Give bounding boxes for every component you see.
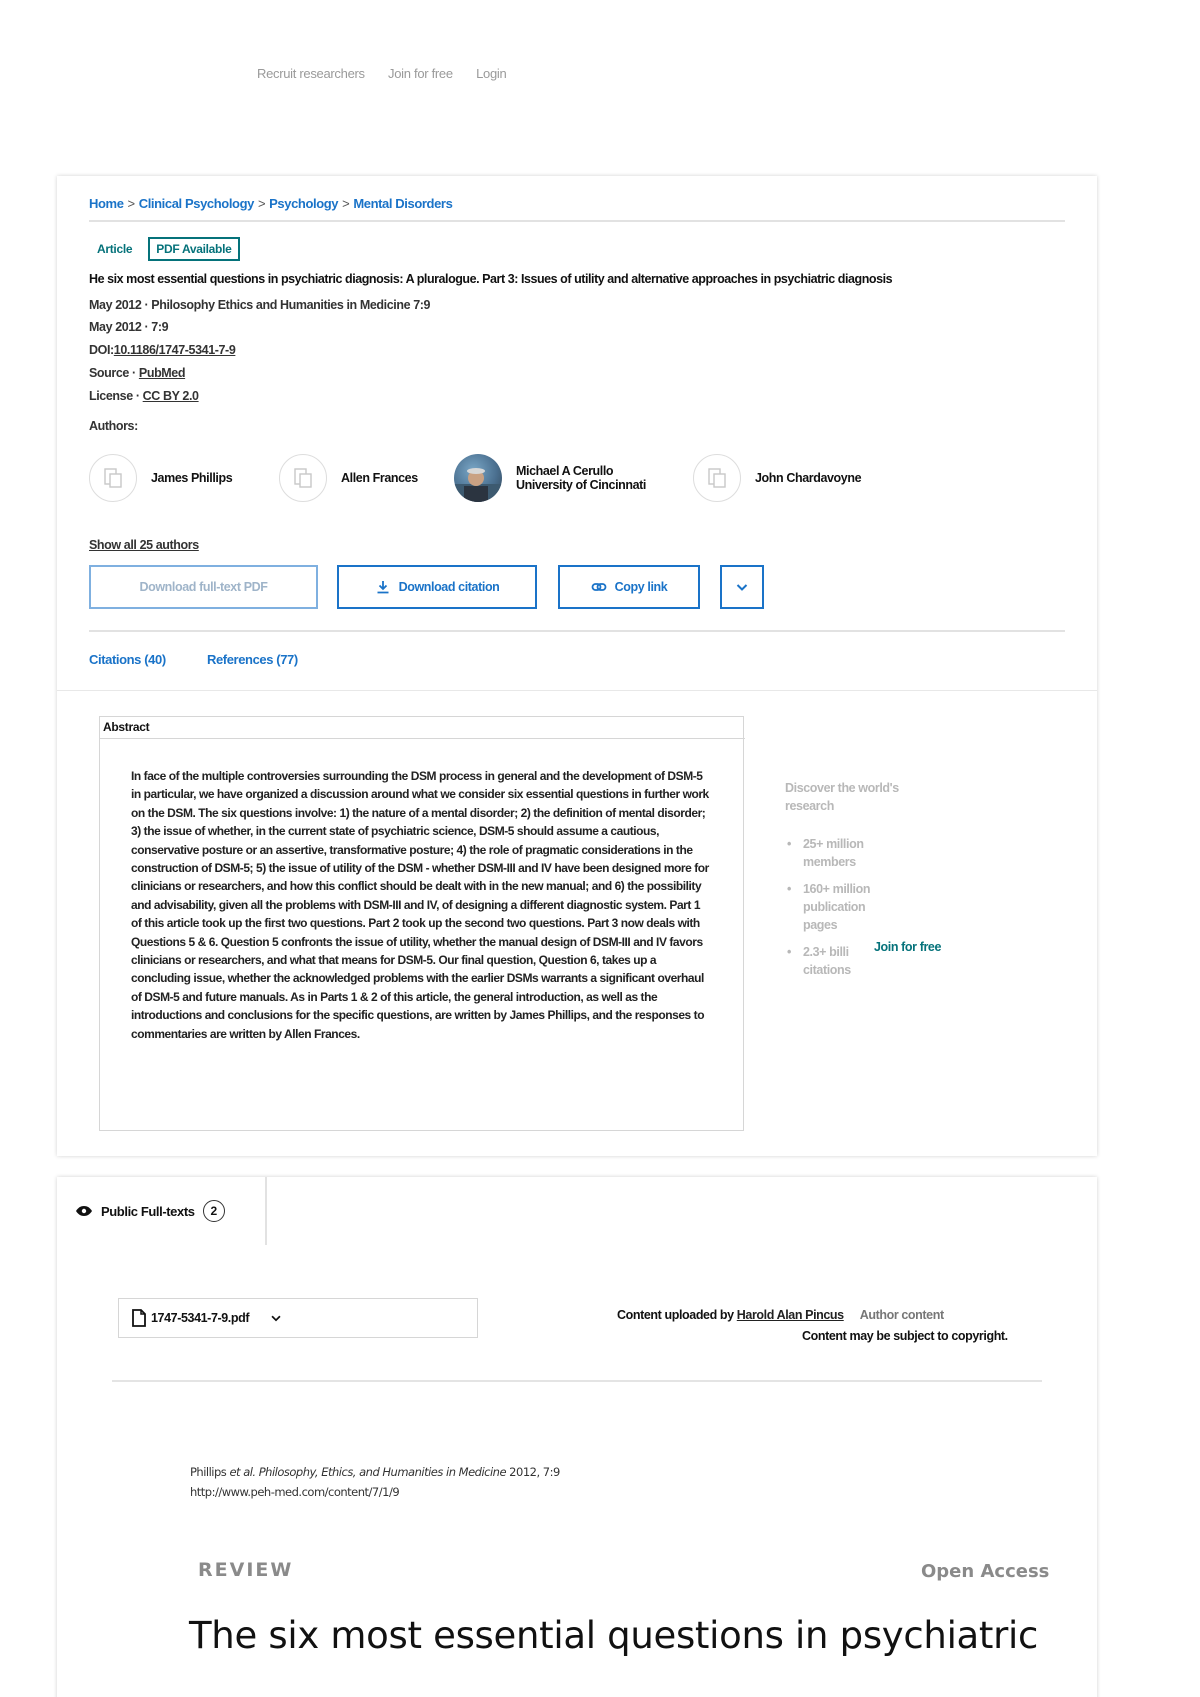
breadcrumb-home[interactable]: Home — [89, 196, 124, 211]
stat-members: • 25+ million members — [785, 835, 895, 871]
stat-citations: • 2.3+ billi citations — [785, 943, 895, 979]
chevron-right-icon: > — [127, 196, 135, 211]
authors-list — [89, 454, 1065, 510]
abstract-panel — [99, 716, 744, 1131]
author-name[interactable]: John Chardavoyne — [755, 471, 862, 485]
pdf-title: The six most essential questions in psychiatric — [189, 1614, 1039, 1657]
full-text-card — [57, 1177, 1097, 1697]
tabs-divider — [57, 690, 1097, 691]
discover-heading: Discover the world's research — [785, 781, 899, 813]
join-for-free-link[interactable]: Join for free — [388, 66, 453, 81]
author-photo — [454, 454, 502, 502]
avatar — [279, 454, 327, 502]
pdf-citation-header — [190, 1462, 560, 1502]
source-line — [89, 366, 185, 380]
publication-journal-line: May 2012 · Philosophy Ethics and Humanities in Medicine 7:9 — [89, 298, 431, 312]
file-name: 1747-5341-7-9.pdf — [151, 1311, 250, 1325]
license-line — [89, 389, 199, 403]
author-name[interactable]: Michael A Cerullo — [516, 464, 614, 478]
full-texts-label: Public Full-texts — [101, 1203, 195, 1219]
license-link[interactable]: CC BY 2.0 — [142, 389, 199, 403]
download-citation-button[interactable] — [337, 565, 537, 609]
cite-etal: et al. — [229, 1465, 256, 1479]
author-item[interactable] — [454, 454, 646, 502]
breadcrumb — [89, 196, 452, 211]
stat-publications: • 160+ million publication pages — [785, 880, 895, 934]
author-name[interactable]: James Phillips — [151, 471, 233, 485]
tab-public-full-texts[interactable] — [57, 1177, 267, 1245]
publication-card — [57, 176, 1097, 1156]
pdf-url: http://www.peh-med.com/content/7/1/9 — [190, 1485, 400, 1499]
author-institution: University of Cincinnati — [516, 478, 647, 492]
login-link[interactable]: Login — [476, 66, 507, 81]
recruit-researchers-link[interactable]: Recruit researchers — [257, 66, 365, 81]
tab-references[interactable]: References (77) — [206, 652, 298, 667]
discover-research-promo — [785, 779, 985, 988]
file-icon — [131, 1309, 147, 1327]
author-details — [516, 464, 646, 492]
chevron-right-icon: > — [257, 196, 266, 211]
discover-stats — [785, 835, 985, 979]
breadcrumb-divider — [89, 220, 1065, 222]
top-nav — [257, 66, 526, 81]
actions-divider — [89, 630, 1065, 632]
authors-label: Authors: — [89, 419, 138, 433]
review-label: REVIEW — [198, 1559, 294, 1581]
abstract-heading: Abstract — [100, 717, 745, 739]
eye-icon — [75, 1205, 93, 1217]
uploader-link[interactable]: Harold Alan Pincus — [736, 1308, 844, 1322]
preview-divider — [112, 1380, 1042, 1382]
breadcrumb-clinical-psychology[interactable]: Clinical Psychology — [138, 196, 254, 211]
file-select[interactable] — [118, 1298, 478, 1338]
uploaded-by-line — [617, 1308, 944, 1322]
person-placeholder-icon — [705, 466, 729, 490]
avatar — [454, 454, 502, 502]
doi-line — [89, 343, 235, 357]
publication-tabs — [89, 652, 336, 667]
uploaded-by-label: Content uploaded by — [617, 1308, 737, 1322]
full-texts-count: 2 — [203, 1200, 225, 1222]
download-pdf-button[interactable] — [89, 565, 318, 609]
tab-citations[interactable]: Citations (40) — [89, 652, 166, 667]
chevron-down-icon — [269, 1311, 283, 1325]
doi-label: DOI: — [89, 343, 114, 357]
more-actions-button[interactable] — [720, 565, 764, 609]
person-placeholder-icon — [101, 466, 125, 490]
author-item[interactable] — [279, 454, 418, 502]
author-item[interactable] — [89, 454, 232, 502]
chevron-right-icon: > — [342, 196, 350, 211]
abstract-text: In face of the multiple controversies surrounding the DSM process in general and the development of DSM-5 in particular, we have organized a discussion around what we consider six essential questions in further work on the DSM. The six questions involve: 1) the nature of a mental disorder; 2) the definition of mental disorder; 3) the issue of whether, in the current state of psychiatric science, DSM-5 should assume a cautious, conservative posture or an assertive, transformative posture; 4) the role of pragmatic considerations in the construction of DSM-5; 5) the issue of utility of the DSM - whether DSM-III and IV have been designed more for clinicians or researchers, and how this conflict should be dealt with in the new manual; and 6) the possibility and advisability, given all the problems with DSM-III and IV, of designing a different diagnostic system. Part 1 of this article took up the first two questions. Part 2 took up the second two questions. Part 3 now deals with Questions 5 & 6. Question 5 confronts the issue of utility, whether the manual design of DSM-III and IV favors clinicians or researchers, and what that means for DSM-5. Our final question, Question 6, takes up a concluding issue, whether the acknowledged problems with the earlier DSMs warrants a significant overhaul of DSM-5 and future manuals. As in Parts 1 & 2 of this article, the general introduction, as well as the introductions and conclusions for the specific questions, are written by James Phillips, and the responses to commentaries are written by Allen Frances. — [131, 769, 709, 1041]
promo-join-for-free-button[interactable]: Join for free — [874, 940, 942, 954]
link-icon — [591, 579, 607, 595]
license-label: License · — [89, 389, 143, 403]
open-access-label: Open Access — [921, 1561, 1050, 1582]
author-name[interactable]: Allen Frances — [341, 471, 418, 485]
author-content-label: Author content — [859, 1308, 944, 1322]
pdf-citation-line — [190, 1462, 560, 1482]
publication-date-line: May 2012 · 7:9 — [89, 320, 169, 334]
show-all-authors-link[interactable]: Show all 25 authors — [89, 538, 199, 552]
copy-link-label: Copy link — [614, 580, 668, 594]
avatar — [693, 454, 741, 502]
source-link[interactable]: PubMed — [138, 366, 186, 380]
article-type-badge: Article — [97, 242, 133, 256]
breadcrumb-mental-disorders[interactable]: Mental Disorders — [353, 196, 453, 211]
cite-journal: Philosophy, Ethics, and Humanities in Medicine — [255, 1465, 507, 1479]
pdf-available-badge: PDF Available — [148, 237, 239, 261]
source-label: Source · — [89, 366, 139, 380]
cite-authors: Phillips — [190, 1465, 230, 1479]
publication-tags — [89, 237, 240, 261]
publication-title: He six most essential questions in psychiatric diagnosis: A pluralogue. Part 3: Issues of utility and alternative approaches in psychiatric diagnosis — [89, 272, 893, 286]
download-icon — [375, 579, 391, 595]
download-pdf-label: Download full-text PDF — [139, 580, 268, 594]
author-item[interactable] — [693, 454, 861, 502]
breadcrumb-psychology[interactable]: Psychology — [269, 196, 339, 211]
download-citation-label: Download citation — [398, 580, 500, 594]
avatar — [89, 454, 137, 502]
chevron-down-icon — [734, 579, 750, 595]
copyright-notice: Content may be subject to copyright. — [802, 1329, 1008, 1343]
person-placeholder-icon — [291, 466, 315, 490]
copy-link-button[interactable] — [558, 565, 700, 609]
doi-link[interactable]: 10.1186/1747-5341-7-9 — [113, 343, 236, 357]
cite-volume: 2012, 7:9 — [506, 1465, 560, 1479]
